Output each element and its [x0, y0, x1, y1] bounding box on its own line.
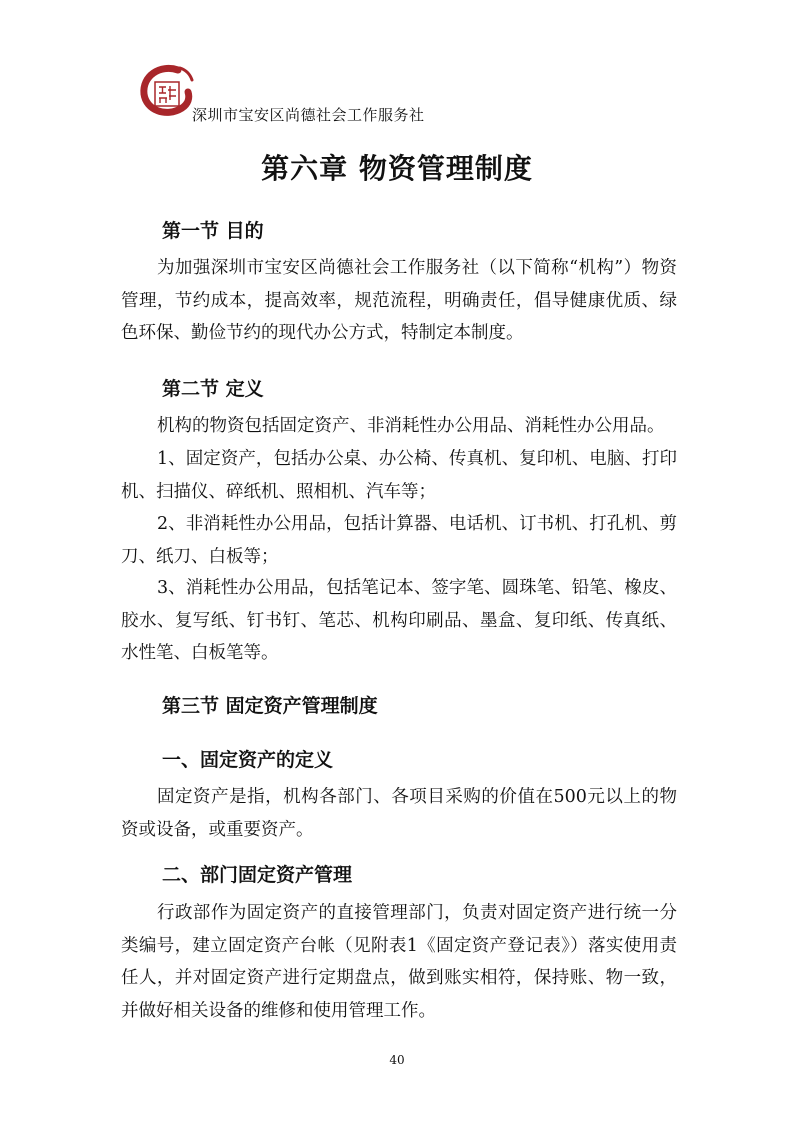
section-heading-definition: 第二节 定义	[162, 378, 264, 400]
definition-item-consumables: 3、消耗性办公用品，包括笔记本、签字笔、圆珠笔、铅笔、橡皮、胶水、复写纸、钉书钉、笔芯、机构印刷品、墨盒、复印纸、传真纸、水性笔、白板笔等。	[121, 578, 677, 663]
definition-item-fixed-assets: 1、固定资产，包括办公桌、办公椅、传真机、复印机、电脑、打印机、扫描仪、碎纸机、照相机、汽车等；	[121, 449, 677, 502]
department-management-paragraph: 行政部作为固定资产的直接管理部门，负责对固定资产进行统一分类编号，建立固定资产台帐（见附表1《固定资产登记表》）落实使用责任人，并对固定资产进行定期盘点，做到账实相符，保持账、物一致，并做好相关设备的维修和使用管理工作。	[121, 903, 677, 1021]
section-heading-purpose: 第一节 目的	[162, 220, 264, 242]
definition-item-non-consumables: 2、非消耗性办公用品，包括计算器、电话机、订书机、打孔机、剪刀、纸刀、白板等；	[121, 514, 677, 567]
page-number: 40	[389, 1053, 405, 1067]
chapter-title: 第六章 物资管理制度	[261, 152, 533, 185]
page-header	[138, 62, 458, 126]
fixed-asset-definition-paragraph: 固定资产是指，机构各部门、各项目采购的价值在500元以上的物资或设备，或重要资产。	[121, 787, 677, 840]
definition-intro: 机构的物资包括固定资产、非消耗性办公用品、消耗性办公用品。	[157, 416, 665, 436]
purpose-paragraph: 为加强深圳市宝安区尚德社会工作服务社（以下简称“机构”）物资管理，节约成本，提高效率，规范流程，明确责任，倡导健康优质、绿色环保、勤俭节约的现代办公方式，特制定本制度。	[121, 258, 677, 343]
subheading-fixed-asset-definition: 一、固定资产的定义	[162, 749, 334, 771]
section-heading-fixed-asset-management: 第三节 固定资产管理制度	[162, 695, 378, 717]
subheading-department-management: 二、部门固定资产管理	[162, 864, 353, 886]
organization-name: 深圳市宝安区尚德社会工作服务社	[192, 106, 425, 124]
organization-logo-icon	[138, 62, 194, 118]
